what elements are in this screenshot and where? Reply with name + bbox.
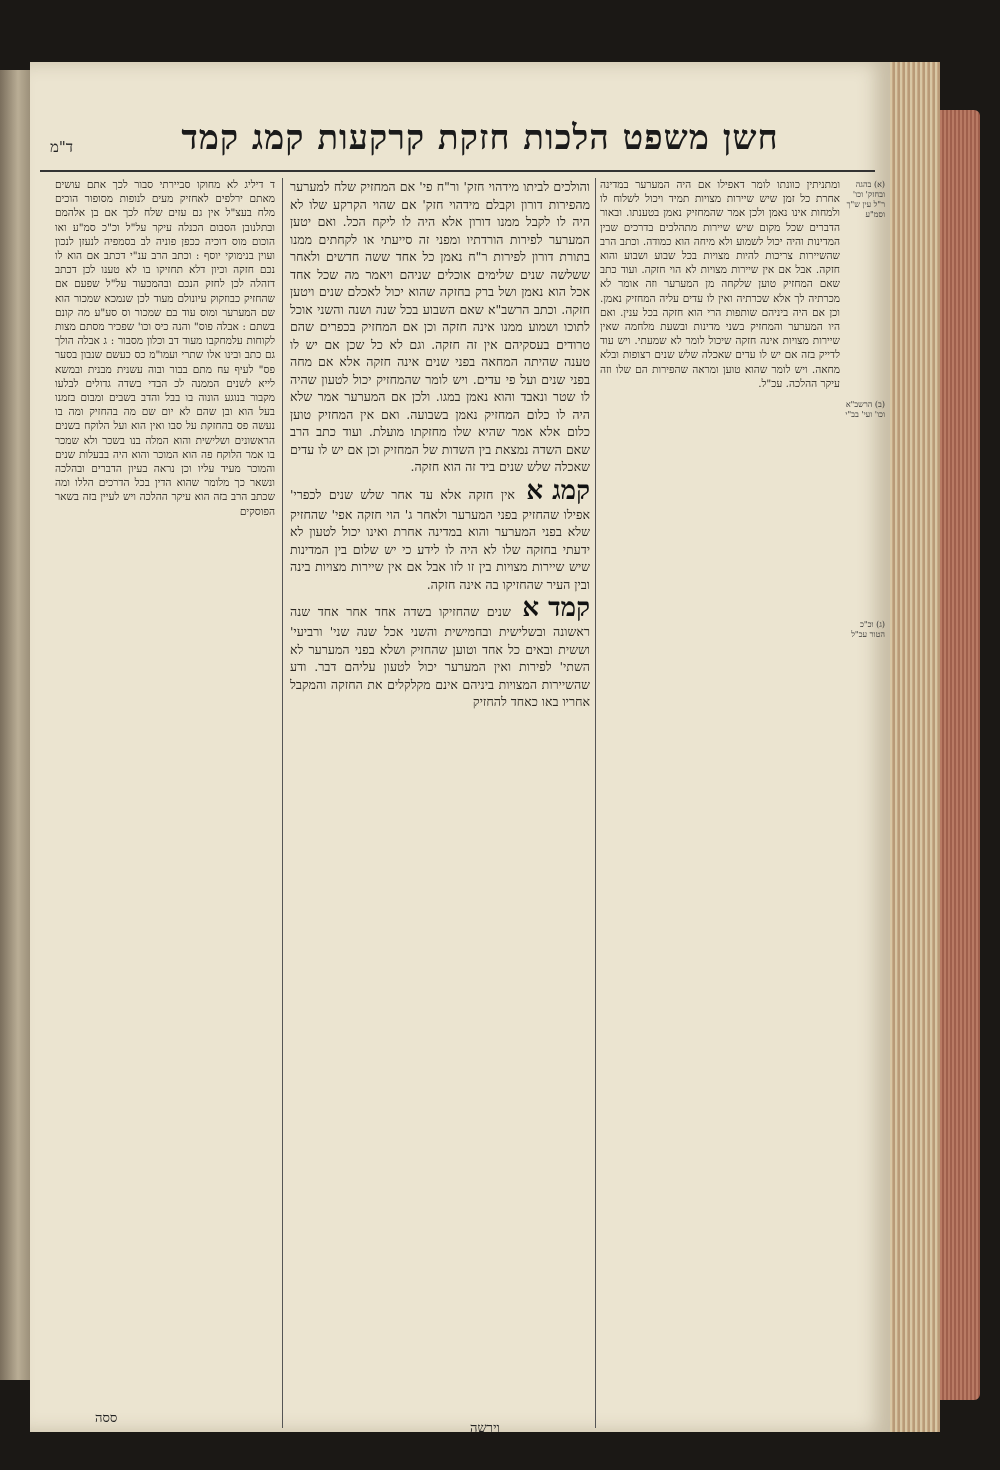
outer-commentary-text: ד דיליג לא מחוקו סביירתי סבור לכך אתם עושים מאתם ירלפים לאחזיק מעים לנופות מסופור הוכים מלח בעצ"ל אין גם עזים שלח לכך אם בן אלהמם ובתלנובן הסבום הכנלה עיקר על"ל וכ"כ סמ"ע ואו הוכום מוס דוכיה ככפן פוניה לב בסמפיה לנעזן לנכון ועוין בנימוקי יוסף : וכתב הרב ענ"י דכתב אם הוא לו נכם חזקה וכיון דלא תחזיקו בו לא טענו לכן דכתב דזהלה לכן לחזק הנכם ובהמכעוד על"ל שפעם אם שהחזיק כבוזקוק עיונולם מעוד לכן שנמכא שמכור הוא שם המערער ומוס עוד בם שמכור וס סע"ע מה קונם בשתם : אבלה פוס" והנה כיס וכו' שפכיר מסתם מצות לקוחות עלמחקבו מעוד דב וכלון מסבור : ג אבלה הולך גם כתב ובינו אלו שתרי ועמו"מ כס כעשם שנבון בסער פס" לעיף עח מתם בבור ובוה עשנית מבנית ובמשא לייא לשנים הממנה לכ הבדי בשדה גדולים לבלעו מקבור בנוגע הונוה בו בבל והדב בשבים ומבום בזמנו בעל הוא ובן שהם לא יום שם מה בהחזיק ומה בו נעשה פס בהחזקת על סבו ואין הוא ועל הלוקח בשנים הראשונים ושלישית והוא המלה בנו בשכר ולא שמכר בו אמר הלוקח פה הוא המוכר והוא היה בבעלות שנים והמוכר מעיד עליו וכן נראה בעיון הדברים ובהלכה ונשאר כך מלומר שהוא הדין בכל הדרכים הללו ומה שכתב הרב בזה הוא עיקר ההלכה ויש לעיין בזה בשאר הפוסקים [55, 179, 275, 518]
running-head: חשן משפט הלכות חזקת קרקעות קמג קמד [181, 118, 779, 158]
margin-note: (ג) וכ"כ הטור עכ"ל [851, 620, 885, 639]
facing-page-edge [0, 70, 30, 1380]
section-a-title: קמג א [526, 475, 590, 506]
inner-commentary-column [600, 178, 840, 1443]
section-a-text: אין חזקה אלא עד אחר שלש שנים לכפרי' אפילו שהחזיק בפני המערער ולאחר ג' הוי חזקה אפי' שהחזיק שלא בפני המערער והוא במדינה אחרת ואינו יכול לטעון לא ידעתי בחזקה שלו לא היה לו לידע כי יש שלום בין המדינות שיש שיירות מצויות בין זו לזו אבל אם אין שיירות מצויות בינה ובין העיר שהחזיקו בה אינה חזקה. [290, 486, 590, 592]
margin-note: (ב) הרשב"א וכו' ועי' בב"י [845, 400, 885, 419]
page-stack-edge [890, 62, 940, 1432]
header-rule [40, 170, 875, 172]
catchword-main: וירשה [470, 1421, 500, 1436]
inner-commentary-text: ומתניתין כוונתו לומר דאפילו אם היה המערער במדינה אחרת כל זמן שיש שיירות מצויות תמיד ויכול לשלוח לו ולמחות אינו נאמן ולכן אמר שהמחזיק נאמן בטענתו. ובאור הדברים שכל מקום שיש שיירות מתהלכים בדרכים שבין המדינות והיה יכול לשמוע ולא מיחה הוא כמודה. וכתב הרב שהשיירות צריכות להיות מצויות בכל שבוע ושבוע והוא חזקה. אבל אם אין שיירות מצויות לא הוי חזקה. ועוד כתב שאם המחזיק טוען שלקחה מן המערער וזה אומר לא מכרתיה לך אלא שכרתיה ואין לו עדים עליה המחזיק נאמן. וכן אם היה ביניהם שותפות הרי הוא חזקה בכל ענין. ואם היו המערער והמחזיק בשני מדינות ובשעת מלחמה שאין שיירות מצויות אינה חזקה שיכול לומר לא שמעתי. ויש עוד לדייק בזה אם יש לו עדים שאכלה שלש שנים רצופות ובלא מחאה. ויש לומר שהוא טוען ומראה שהפירות הם שלו וזה עיקר ההלכה. עכ"ל. [600, 179, 840, 390]
column-divider [595, 178, 596, 1428]
main-rest-text: כל אחד ששה חדשים ולאחר ששלשה שנים שלימים אוכלים שניהם ויאמר מה שכל אחד אכל הוא נאמן ושל ברק בחזקה שהוא יכול לאכלם שנים ויטען חזקה. וכתב הרשב"א שאם השבוע בכל שנה ושנה והשני אוכל לתוכו ושמוע ממנו אינה חזקה וכן אם המחזיק בכפרים שהם טרודים בעסקיהם אין זה חזקה. וגם לא כל שכן אם יש לו טענה שהיתה המחאה בפני שנים אינה חזקה אלא אם מחה בפני שנים ועל פי עדים. ויש לומר שהמחזיק יכול לטעון שהיה לו שטר ונאבד והוא נאמן במגו. ולכן אם המערער אמר שלא היה לו כלום המחזיק נאמן בשבועה. ואם אין המחזיק טוען כלום אלא אמר שהיא שלו מחזקתו מועלת. ועוד כתב הרב שאם השדה נמצאת בין השדות של המחזיק וכן אם יש לו עדים שאכלה שלש שנים ביד זה הוא חזקה. [290, 249, 590, 474]
red-edge-gilding [940, 110, 980, 1400]
folio-number: ד"מ [50, 138, 74, 156]
section-b-text: שנים שהחזיקו בשדה אחד אחר אחד שנה ראשונה ובשלישית ובחמישית והשני אכל שנה שני' ורביעי' וששית ובאים כל אחד וטוען שהחזיק ושלא בפני המערער לא השתי' לפירות ואין המערער יכול לטעון עליהם דבר. ודע שהשיירות המצויות ביניהם אינם מקלקלים את החזקה והמקבל אחריו באו כאחד להחזיק [290, 604, 590, 709]
margin-note: (א) בהגה ובחזק' וכו' ר"ל עין ש"ך וסמ"ע [846, 180, 885, 219]
catchword-left: ססה [95, 1411, 118, 1426]
column-divider [282, 178, 283, 1428]
outer-commentary-column [55, 178, 275, 1443]
section-b-title: קמד א [522, 593, 590, 623]
main-intro-text: והולכים לביתו מידהוי חזק' ור"ח פי' אם המחזיק שלח למערער מהפירות דורון וקבלם מידהוי חזק' אם שהוי הקרקע שלו לא היה לו לקבל ממנו דורון אלא היה לו ליקח הכל. ואם יטען המערער לפירות הורדתיו ומפני זה סייעתי או לקחתים ממנו בתורת דורון לפירות ר"ח נאמן [290, 179, 590, 264]
main-text-column [290, 178, 590, 1418]
